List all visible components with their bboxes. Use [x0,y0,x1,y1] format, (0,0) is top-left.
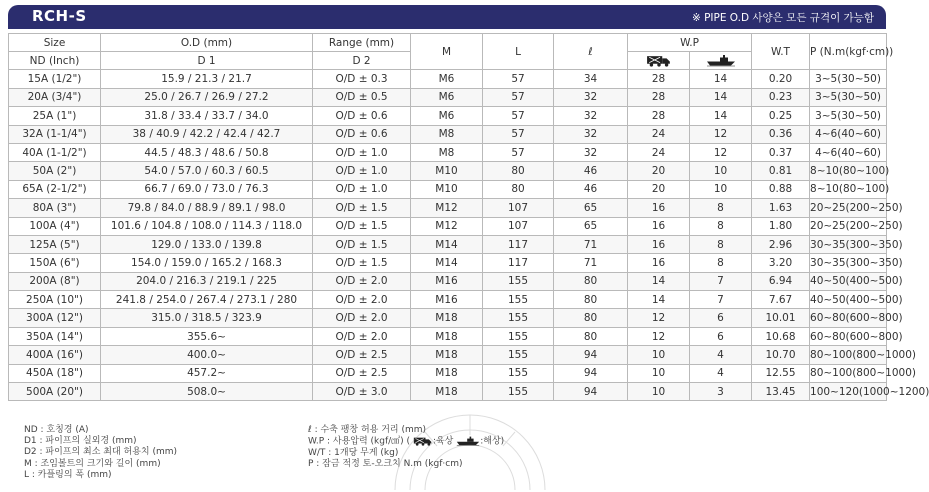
cell-p: 8~10(80~100) [810,180,887,198]
cell-od: 25.0 / 26.7 / 26.9 / 27.2 [101,88,313,106]
cell-wp1: 10 [628,346,690,364]
cell-m: M8 [411,143,483,161]
cell-ell: 65 [554,217,628,235]
cell-wp1: 14 [628,272,690,290]
cell-wt: 3.20 [752,254,810,272]
cell-l: 155 [483,383,554,401]
truck-icon [646,54,672,67]
cell-range: O/D ± 2.0 [313,272,411,290]
table-row [9,180,887,198]
cell-range: O/D ± 1.0 [313,162,411,180]
cell-size: 65A (2-1/2") [9,180,101,198]
cell-size: 450A (18") [9,364,101,382]
cell-size: 500A (20") [9,383,101,401]
table-row [9,254,887,272]
cell-p: 100~120(1000~1200) [810,383,887,401]
table-row [9,199,887,217]
table-row [9,70,887,88]
cell-ell: 80 [554,327,628,345]
note-d2: D2 : 파이프의 최소 최대 허용치 (mm) [24,447,178,458]
cell-wt: 10.01 [752,309,810,327]
table-row [9,107,887,125]
cell-size: 15A (1/2") [9,70,101,88]
cell-m: M10 [411,162,483,180]
cell-size: 400A (16") [9,346,101,364]
cell-wp2: 6 [690,309,752,327]
cell-l: 57 [483,143,554,161]
table-row [9,309,887,327]
cell-od: 66.7 / 69.0 / 73.0 / 76.3 [101,180,313,198]
cell-range: O/D ± 1.5 [313,254,411,272]
cell-l: 155 [483,327,554,345]
cell-wp2: 14 [690,107,752,125]
header-wp-sea [690,52,752,70]
cell-l: 155 [483,291,554,309]
cell-range: O/D ± 0.6 [313,107,411,125]
cell-p: 3~5(30~50) [810,88,887,106]
cell-ell: 71 [554,254,628,272]
cell-l: 107 [483,217,554,235]
title-bar [8,5,886,29]
cell-p: 20~25(200~250) [810,199,887,217]
table-row [9,364,887,382]
cell-od: 54.0 / 57.0 / 60.3 / 60.5 [101,162,313,180]
table-row [9,235,887,253]
cell-m: M18 [411,327,483,345]
cell-ell: 94 [554,346,628,364]
table-row [9,272,887,290]
cell-m: M18 [411,364,483,382]
header-range: Range (mm) [313,34,411,52]
cell-ell: 94 [554,364,628,382]
cell-wt: 2.96 [752,235,810,253]
cell-od: 44.5 / 48.3 / 48.6 / 50.8 [101,143,313,161]
cell-wp2: 14 [690,88,752,106]
cell-size: 20A (3/4") [9,88,101,106]
cell-m: M6 [411,88,483,106]
cell-wt: 10.70 [752,346,810,364]
cell-wp1: 24 [628,125,690,143]
notes-left [24,425,177,481]
cell-wp2: 4 [690,346,752,364]
cell-od: 204.0 / 216.3 / 219.1 / 225 [101,272,313,290]
cell-range: O/D ± 1.5 [313,217,411,235]
cell-size: 80A (3") [9,199,101,217]
note-nd: ND : 호칭경 (A) [24,425,89,435]
cell-ell: 80 [554,291,628,309]
cell-ell: 32 [554,107,628,125]
header-l: L [483,34,554,70]
cell-wp2: 8 [690,235,752,253]
table-row [9,383,887,401]
cell-l: 107 [483,199,554,217]
note-wp-sea: :해상) [480,436,505,447]
cell-wt: 0.23 [752,88,810,106]
cell-od: 457.2~ [101,364,313,382]
note-l: L : 카플링의 폭 (mm) [24,469,112,480]
table-row [9,143,887,161]
cell-wp1: 10 [628,364,690,382]
table-row [9,291,887,309]
cell-m: M14 [411,235,483,253]
cell-range: O/D ± 2.5 [313,346,411,364]
cell-l: 80 [483,162,554,180]
note-m: M : 조임볼트의 크기와 길이 (mm) [24,458,161,469]
cell-p: 4~6(40~60) [810,143,887,161]
cell-ell: 46 [554,162,628,180]
cell-wt: 7.67 [752,291,810,309]
pipe-od-note: ※ PIPE O.D 사양은 모든 규격이 가능함 [691,12,874,24]
cell-wt: 1.80 [752,217,810,235]
cell-range: O/D ± 1.0 [313,143,411,161]
cell-range: O/D ± 2.0 [313,291,411,309]
cell-wp2: 7 [690,272,752,290]
cell-wt: 0.81 [752,162,810,180]
cell-l: 57 [483,107,554,125]
cell-m: M16 [411,272,483,290]
cell-m: M12 [411,217,483,235]
cell-wt: 12.55 [752,364,810,382]
cell-wp2: 8 [690,254,752,272]
table-row [9,162,887,180]
cell-m: M10 [411,180,483,198]
cell-wp1: 16 [628,254,690,272]
cell-p: 40~50(400~500) [810,272,887,290]
cell-l: 80 [483,180,554,198]
cell-range: O/D ± 3.0 [313,383,411,401]
cell-p: 80~100(800~1000) [810,346,887,364]
cell-p: 80~100(800~1000) [810,364,887,382]
cell-p: 4~6(40~60) [810,125,887,143]
cell-od: 31.8 / 33.4 / 33.7 / 34.0 [101,107,313,125]
cell-p: 40~50(400~500) [810,291,887,309]
cell-m: M18 [411,346,483,364]
cell-wp1: 24 [628,143,690,161]
cell-l: 155 [483,272,554,290]
cell-size: 50A (2") [9,162,101,180]
cell-ell: 34 [554,70,628,88]
cell-m: M18 [411,383,483,401]
cell-wp1: 16 [628,217,690,235]
cell-size: 150A (6") [9,254,101,272]
table-row [9,88,887,106]
cell-l: 155 [483,364,554,382]
cell-od: 241.8 / 254.0 / 267.4 / 273.1 / 280 [101,291,313,309]
cell-ell: 94 [554,383,628,401]
cell-od: 355.6~ [101,327,313,345]
cell-m: M6 [411,70,483,88]
table-row [9,217,887,235]
cell-p: 60~80(600~800) [810,327,887,345]
cell-wt: 0.25 [752,107,810,125]
cell-m: M14 [411,254,483,272]
cell-ell: 32 [554,125,628,143]
table-row [9,327,887,345]
cell-l: 117 [483,254,554,272]
product-title: RCH-S [32,7,87,25]
cell-od: 38 / 40.9 / 42.2 / 42.4 / 42.7 [101,125,313,143]
header-d2: D 2 [313,52,411,70]
cell-wp2: 14 [690,70,752,88]
cell-range: O/D ± 1.5 [313,235,411,253]
cell-wt: 10.68 [752,327,810,345]
cell-size: 25A (1") [9,107,101,125]
cell-wp1: 16 [628,199,690,217]
cell-p: 3~5(30~50) [810,70,887,88]
cell-ell: 80 [554,272,628,290]
cell-l: 155 [483,346,554,364]
cell-wp1: 16 [628,235,690,253]
cell-wp2: 10 [690,162,752,180]
cell-od: 101.6 / 104.8 / 108.0 / 114.3 / 118.0 [101,217,313,235]
cell-p: 20~25(200~250) [810,217,887,235]
cell-range: O/D ± 2.5 [313,364,411,382]
cell-wp2: 8 [690,199,752,217]
cell-wp1: 28 [628,88,690,106]
note-wp-label: W.P : 사용압력 (kgf/㎠) ( [308,436,411,447]
header-wt: W.T [752,34,810,70]
cell-size: 300A (12") [9,309,101,327]
spec-table [8,33,929,401]
cell-ell: 46 [554,180,628,198]
cell-p: 30~35(300~350) [810,235,887,253]
cell-p: 8~10(80~100) [810,162,887,180]
table-row [9,346,887,364]
note-wp-land: :육상 [432,436,454,447]
cell-od: 79.8 / 84.0 / 88.9 / 89.1 / 98.0 [101,199,313,217]
cell-wt: 1.63 [752,199,810,217]
cell-p: 30~35(300~350) [810,254,887,272]
cell-wt: 0.37 [752,143,810,161]
cell-wp2: 10 [690,180,752,198]
cell-l: 57 [483,88,554,106]
cell-range: O/D ± 0.5 [313,88,411,106]
cell-wp1: 12 [628,327,690,345]
cell-wp1: 28 [628,107,690,125]
header-size: Size [9,34,101,52]
cell-wp1: 20 [628,180,690,198]
cell-wt: 0.20 [752,70,810,88]
cell-od: 15.9 / 21.3 / 21.7 [101,70,313,88]
cell-l: 57 [483,70,554,88]
cell-od: 154.0 / 159.0 / 165.2 / 168.3 [101,254,313,272]
coupling-watermark-icon [385,412,555,492]
cell-wt: 6.94 [752,272,810,290]
cell-range: O/D ± 1.0 [313,180,411,198]
header-d1: D 1 [101,52,313,70]
cell-size: 125A (5") [9,235,101,253]
cell-wp2: 4 [690,364,752,382]
note-ell: ℓ : 수축 팽창 허용 거리 (mm) [308,425,427,435]
header-m: M [411,34,483,70]
cell-wp1: 12 [628,309,690,327]
header-wp-land [628,52,690,70]
cell-wp1: 20 [628,162,690,180]
cell-size: 350A (14") [9,327,101,345]
header-nd: ND (Inch) [9,52,101,70]
cell-size: 32A (1-1/4") [9,125,101,143]
cell-wt: 13.45 [752,383,810,401]
cell-size: 40A (1-1/2") [9,143,101,161]
cell-size: 200A (8") [9,272,101,290]
header-ell: ℓ [554,34,628,70]
cell-wp1: 28 [628,70,690,88]
cell-wp2: 3 [690,383,752,401]
cell-range: O/D ± 0.6 [313,125,411,143]
cell-wp2: 6 [690,327,752,345]
table-row [9,125,887,143]
cell-m: M18 [411,309,483,327]
cell-ell: 65 [554,199,628,217]
cell-wp1: 14 [628,291,690,309]
ship-icon [706,54,736,67]
note-d1: D1 : 파이프의 실외경 (mm) [24,436,137,447]
note-p: P : 잠금 적정 토-오크치 N.m (kgf·cm) [308,459,463,470]
cell-m: M6 [411,107,483,125]
cell-wt: 0.88 [752,180,810,198]
note-wt: W/T : 1개당 무게 (kg) [308,447,399,458]
cell-size: 100A (4") [9,217,101,235]
cell-od: 508.0~ [101,383,313,401]
cell-l: 155 [483,309,554,327]
cell-wp2: 7 [690,291,752,309]
cell-m: M8 [411,125,483,143]
cell-ell: 71 [554,235,628,253]
cell-wt: 0.36 [752,125,810,143]
header-wp: W.P [628,34,752,52]
cell-od: 129.0 / 133.0 / 139.8 [101,235,313,253]
cell-m: M16 [411,291,483,309]
cell-p: 3~5(30~50) [810,107,887,125]
header-p: P (N.m(kgf·cm)) [810,34,887,70]
cell-range: O/D ± 1.5 [313,199,411,217]
cell-range: O/D ± 0.3 [313,70,411,88]
cell-ell: 80 [554,309,628,327]
cell-wp2: 12 [690,125,752,143]
cell-wp1: 10 [628,383,690,401]
cell-wp2: 12 [690,143,752,161]
cell-m: M12 [411,199,483,217]
cell-l: 57 [483,125,554,143]
cell-range: O/D ± 2.0 [313,327,411,345]
cell-size: 250A (10") [9,291,101,309]
cell-l: 117 [483,235,554,253]
cell-wp2: 8 [690,217,752,235]
cell-range: O/D ± 2.0 [313,309,411,327]
cell-p: 60~80(600~800) [810,309,887,327]
header-od: O.D (mm) [101,34,313,52]
cell-ell: 32 [554,88,628,106]
cell-ell: 32 [554,143,628,161]
cell-od: 400.0~ [101,346,313,364]
cell-od: 315.0 / 318.5 / 323.9 [101,309,313,327]
